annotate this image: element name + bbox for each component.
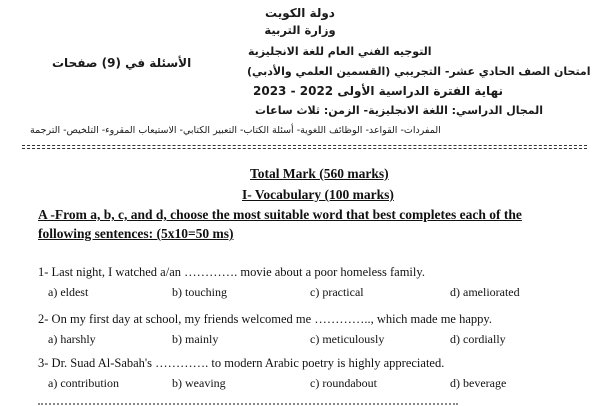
exam-sections: المفردات- القواعد- الوظائف اللغوية- أسئلة الكتاب- التعبير الكتابي- الاستيعاب المقروء- التلخيص- الترجمة — [30, 125, 441, 136]
instruction-line-2: following sentences: (5x10=50 ms) — [38, 226, 234, 241]
subject-time: المجال الدراسي: اللغة الانجليزية- الزمن: ثلاث ساعات — [255, 104, 544, 117]
question-3-option-d: d) beverage — [450, 376, 507, 390]
question-2-option-d: d) cordially — [450, 332, 506, 346]
country-name: دولة الكويت — [265, 6, 335, 20]
question-1-text: 1- Last night, I watched a/an …………. movie about a poor homeless family. — [38, 265, 425, 279]
section-title: I- Vocabulary (100 marks) — [242, 187, 394, 202]
question-2-text: 2- On my first day at school, my friends welcomed me ………….., which made me happy. — [38, 312, 492, 326]
question-1-option-d: d) ameliorated — [450, 285, 520, 299]
question-1-option-b: b) touching — [172, 285, 227, 299]
ministry-name: وزارة التربية — [264, 23, 336, 37]
exam-header — [0, 0, 600, 160]
exam-title: امتحان الصف الحادي عشر- التجريبي (القسمين العلمي والأدبي) — [247, 65, 591, 78]
supervision-name: التوجيه الفني العام للغة الانجليزية — [248, 45, 432, 58]
question-3-option-b: b) weaving — [172, 376, 226, 390]
instruction-line-1: A -From a, b, c, and d, choose the most suitable word that best completes each of the — [38, 207, 522, 222]
question-1-option-a: a) eldest — [48, 285, 89, 299]
question-2-option-c: c) meticulously — [310, 332, 385, 346]
question-2-option-a: a) harshly — [48, 332, 96, 346]
cut-off-line — [38, 401, 458, 406]
separator-line — [22, 145, 587, 146]
total-mark: Total Mark (560 marks) — [250, 166, 389, 181]
question-1-option-c: c) practical — [310, 285, 364, 299]
question-3-option-a: a) contribution — [48, 376, 119, 390]
pages-note: الأسئلة في (9) صفحات — [52, 56, 192, 70]
question-3-text: 3- Dr. Suad Al-Sabah's …………. to modern Arabic poetry is highly appreciated. — [38, 356, 445, 370]
question-2-option-b: b) mainly — [172, 332, 219, 346]
separator-line — [22, 148, 587, 149]
question-3-option-c: c) roundabout — [310, 376, 377, 390]
exam-period: نهاية الفترة الدراسية الأولى 2022 - 2023 — [253, 84, 503, 98]
